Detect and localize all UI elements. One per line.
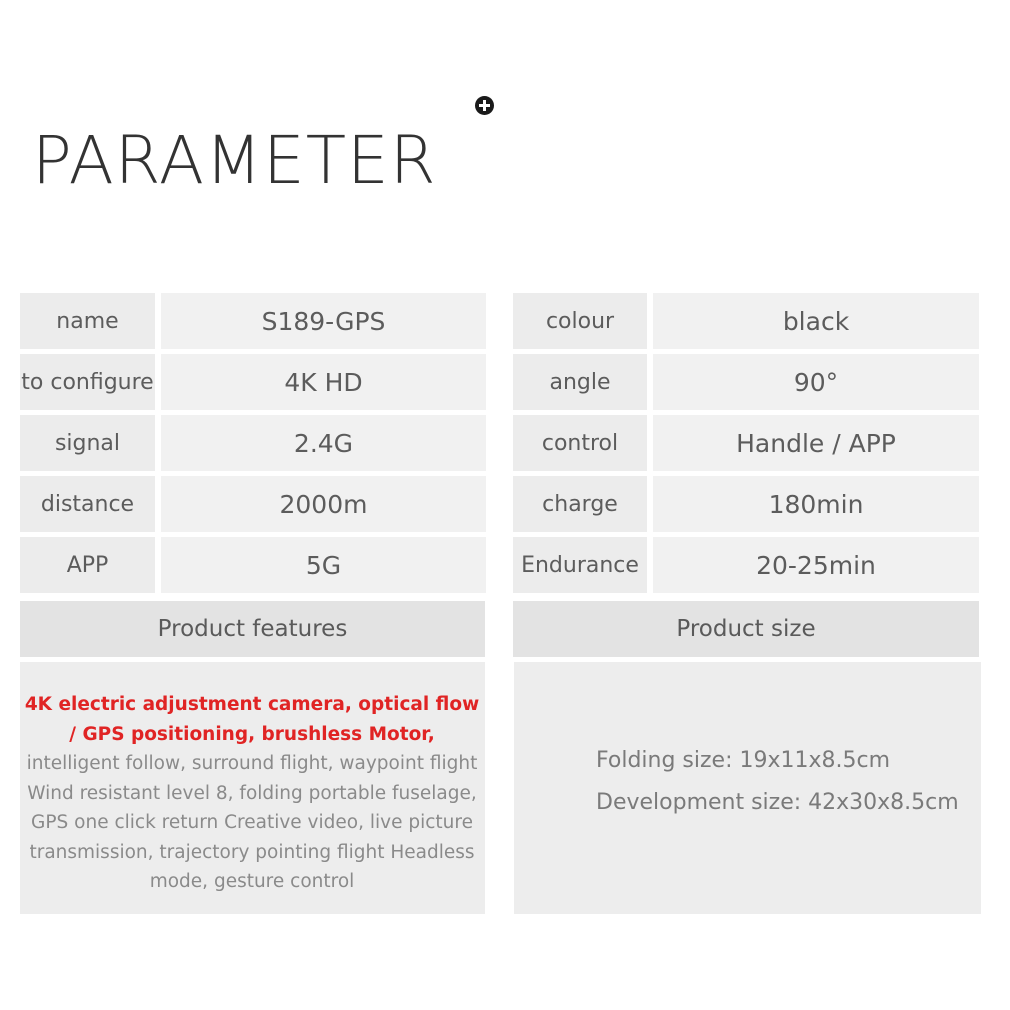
spec-label-app: APP	[20, 537, 155, 593]
spec-value-control: Handle / APP	[653, 415, 979, 471]
plus-circle-icon[interactable]	[475, 96, 494, 115]
spec-label-configure: to configure	[20, 354, 155, 410]
spec-value-charge: 180min	[653, 476, 979, 532]
spec-label-charge: charge	[513, 476, 647, 532]
features-body: intelligent follow, surround flight, waypoint flight Wind resistant level 8, folding portable fuselage, GPS one click return Creative video, live picture transmission, trajectory pointing flight Headless mode, gesture control	[26, 753, 478, 892]
spec-label-colour: colour	[513, 293, 647, 349]
spec-value-endurance: 20-25min	[653, 537, 979, 593]
features-highlight: 4K electric adjustment camera, optical flow / GPS positioning, brushless Motor,	[24, 694, 480, 745]
product-size-header: Product size	[513, 601, 979, 657]
spec-label-name: name	[20, 293, 155, 349]
spec-value-colour: black	[653, 293, 979, 349]
product-features-header: Product features	[20, 601, 485, 657]
spec-value-name: S189-GPS	[161, 293, 486, 349]
spec-value-angle: 90°	[653, 354, 979, 410]
spec-label-angle: angle	[513, 354, 647, 410]
spec-label-endurance: Endurance	[513, 537, 647, 593]
spec-label-distance: distance	[20, 476, 155, 532]
development-size: Development size: 42x30x8.5cm	[596, 790, 959, 815]
spec-value-distance: 2000m	[161, 476, 486, 532]
page-title: PARAMETER	[32, 122, 437, 199]
spec-value-app: 5G	[161, 537, 486, 593]
features-description	[20, 690, 484, 897]
folding-size: Folding size: 19x11x8.5cm	[596, 748, 891, 773]
size-description	[596, 740, 959, 824]
spec-label-signal: signal	[20, 415, 155, 471]
spec-label-control: control	[513, 415, 647, 471]
spec-value-configure: 4K HD	[161, 354, 486, 410]
spec-value-signal: 2.4G	[161, 415, 486, 471]
